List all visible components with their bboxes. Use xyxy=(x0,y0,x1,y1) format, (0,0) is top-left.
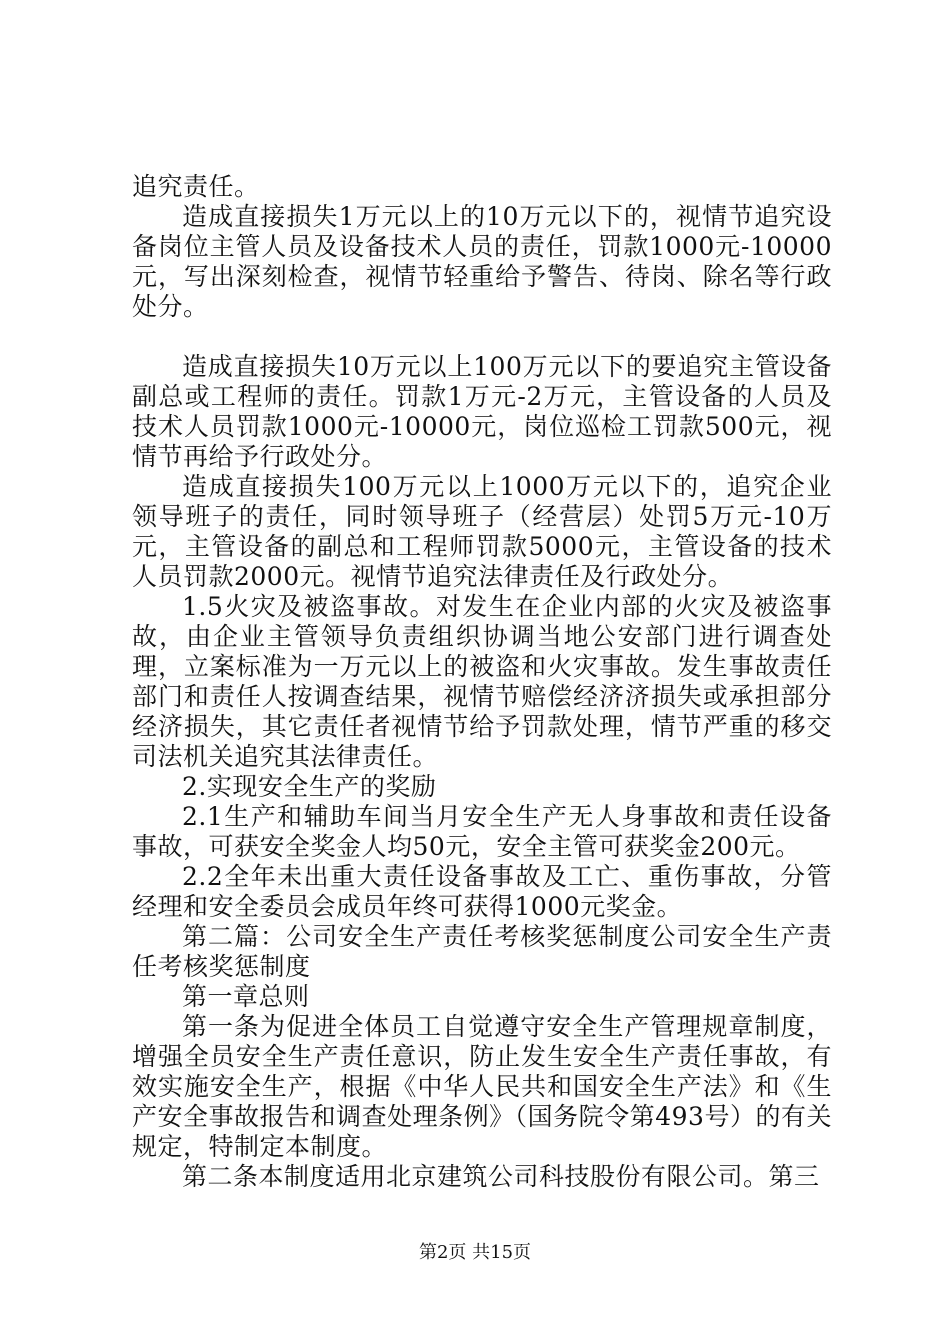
section-heading: 第一章总则 xyxy=(182,982,310,1011)
chapter-title: 第二篇：公司安全生产责任考核奖惩制度公司安全生产责任考核奖惩制度 xyxy=(132,922,832,981)
paragraph: 2.2全年未出重大责任设备事故及工亡、重伤事故，分管经理和安全委员会成员年终可获得1000元奖金。 xyxy=(132,862,832,921)
paragraph: 造成直接损失10万元以上100万元以下的要追究主管设备副总或工程师的责任。罚款1万元-2万元，主管设备的人员及技术人员罚款1000元-10000元，岗位巡检工罚款500元，视情节再给予行政处分。 xyxy=(132,352,832,471)
paragraph: 第二条本制度适用北京建筑公司科技股份有限公司。第三 xyxy=(182,1162,820,1191)
paragraph: 造成直接损失1万元以上的10万元以下的，视情节追究设备岗位主管人员及设备技术人员的责任，罚款1000元-10000元，写出深刻检查，视情节轻重给予警告、待岗、除名等行政处分。 xyxy=(132,202,832,321)
document-body xyxy=(132,172,832,1192)
paragraph: 第一条为促进全体员工自觉遵守安全生产管理规章制度，增强全员安全生产责任意识，防止发生安全生产责任事故，有效实施安全生产，根据《中华人民共和国安全生产法》和《生产安全事故报告和调查处理条例》（国务院令第493号）的有关规定，特制定本制度。 xyxy=(132,1012,832,1161)
paragraph: 追究责任。 xyxy=(132,172,260,201)
paragraph: 2.1生产和辅助车间当月安全生产无人身事故和责任设备事故，可获安全奖金人均50元，安全主管可获奖金200元。 xyxy=(132,802,832,861)
paragraph: 1.5火灾及被盗事故。对发生在企业内部的火灾及被盗事故，由企业主管领导负责组织协调当地公安部门进行调查处理，立案标准为一万元以上的被盗和火灾事故。发生事故责任部门和责任人按调查结果，视情节赔偿经济济损失或承担部分经济损失，其它责任者视情节给予罚款处理，情节严重的移交司法机关追究其法律责任。 xyxy=(132,592,832,771)
paragraph: 造成直接损失100万元以上1000万元以下的，追究企业领导班子的责任，同时领导班子（经营层）处罚5万元-10万元，主管设备的副总和工程师罚款5000元，主管设备的技术人员罚款2000元。视情节追究法律责任及行政处分。 xyxy=(132,472,832,591)
page-number-footer: 第2页 共15页 xyxy=(418,1242,532,1263)
section-heading: 2.实现安全生产的奖励 xyxy=(182,772,437,801)
